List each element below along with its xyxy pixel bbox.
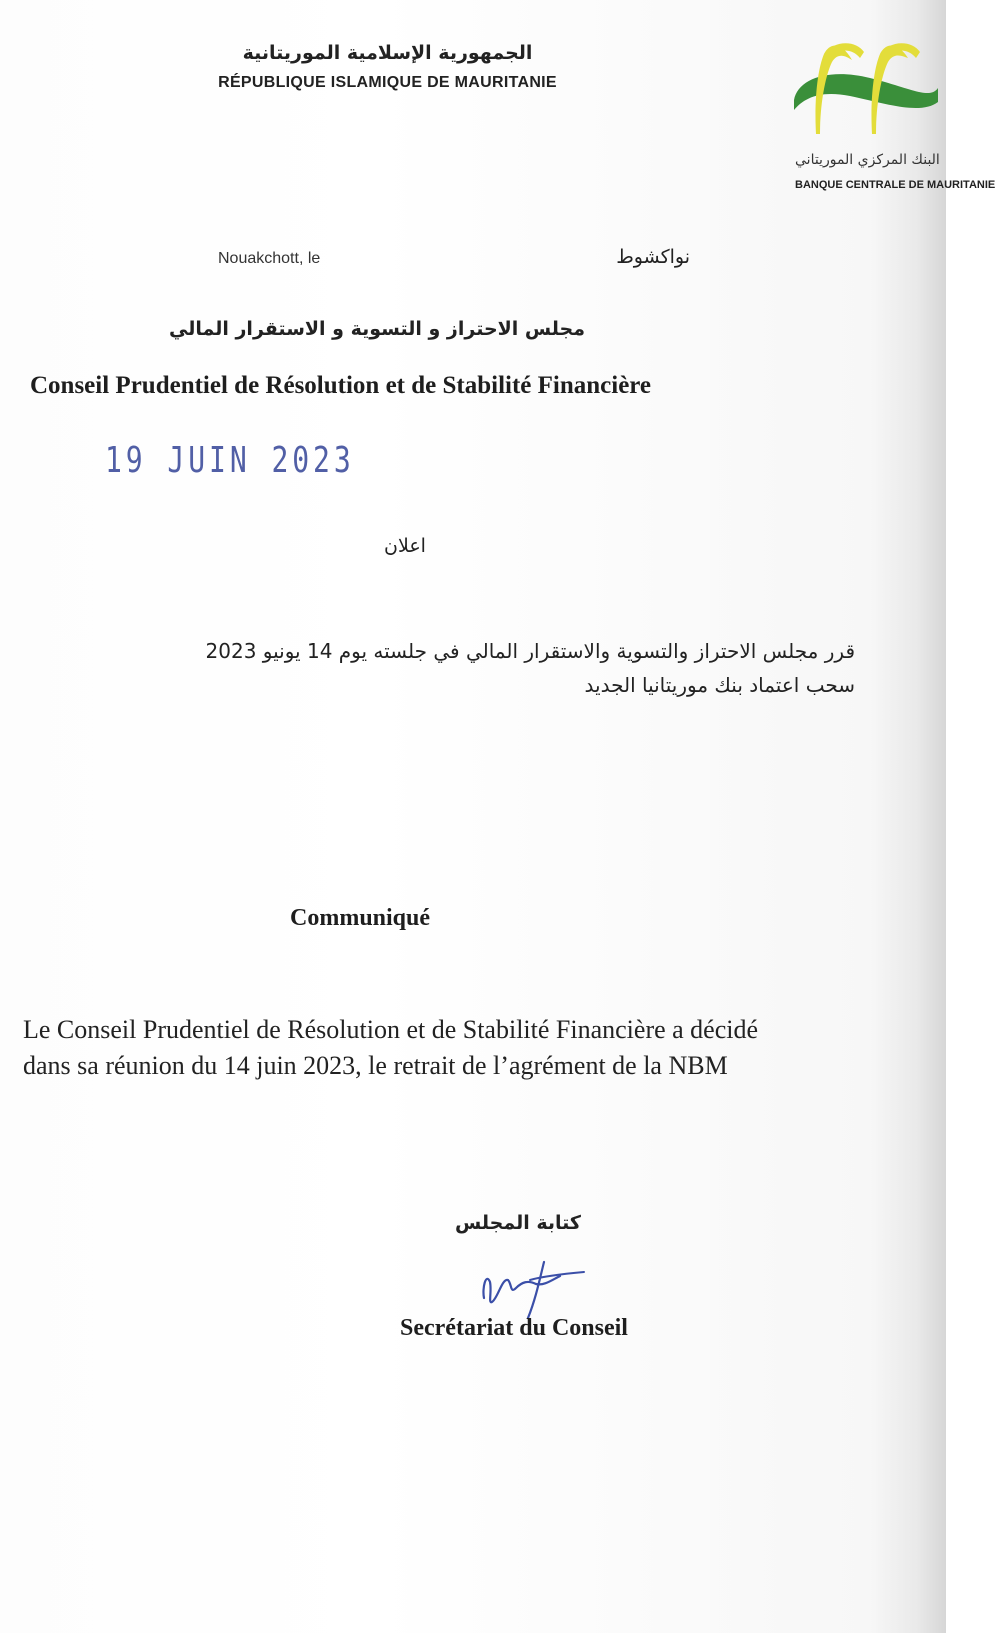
bank-name-arabic: البنك المركزي الموريتاني: [795, 152, 940, 168]
council-name-arabic: مجلس الاحتراز و التسوية و الاستقرار المالي: [169, 318, 585, 340]
place-date-french: Nouakchott, le: [218, 250, 321, 267]
announcement-body-arabic: [105, 634, 855, 702]
logo-green-swoosh: [794, 74, 938, 110]
announcement-line-2: سحب اعتماد بنك موريتانيا الجديد: [584, 673, 855, 697]
handwritten-signature: [478, 1258, 590, 1322]
place-arabic: نواكشوط: [616, 246, 690, 268]
council-name-french: Conseil Prudentiel de Résolution et de Stabilité Financière: [30, 372, 652, 399]
country-name-arabic: الجمهورية الإسلامية الموريتانية: [242, 42, 533, 64]
secretariat-arabic: كتابة المجلس: [455, 1212, 581, 1234]
bank-name-french: BANQUE CENTRALE DE MAURITANIE: [795, 179, 995, 191]
country-name-french: RÉPUBLIQUE ISLAMIQUE DE MAURITANIE: [218, 74, 557, 91]
announcement-line-1: قرر مجلس الاحتراز والتسوية والاستقرار المالي في جلسته يوم 14 يونيو 2023: [205, 639, 855, 663]
communique-line-2: dans sa réunion du 14 juin 2023, le retrait de l’agrément de la NBM: [23, 1051, 728, 1080]
date-stamp: 19 JUIN 2023: [105, 440, 355, 481]
secretariat-french: Secrétariat du Conseil: [400, 1315, 628, 1341]
communique-line-1: Le Conseil Prudentiel de Résolution et de Stabilité Financière a décidé: [23, 1015, 759, 1044]
central-bank-logo: [790, 38, 940, 148]
announcement-title-arabic: اعلان: [384, 535, 426, 557]
communique-body: [23, 1012, 903, 1084]
communique-title: Communiqué: [290, 905, 431, 931]
